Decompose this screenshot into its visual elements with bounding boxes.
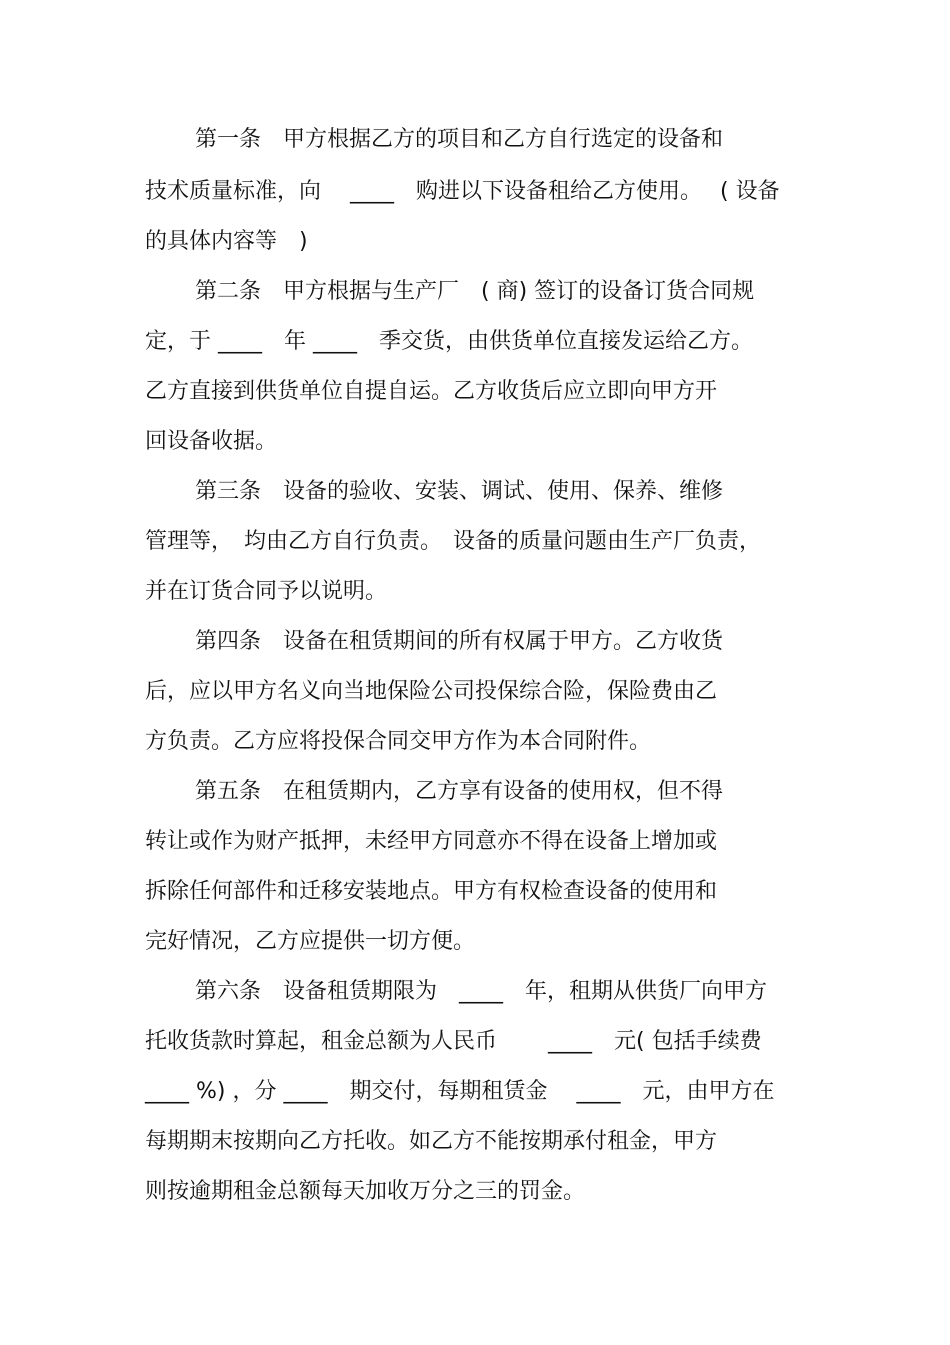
article-4-line-2: 后，应以甲方名义向当地保险公司投保综合险，保险费由乙 [145,679,718,704]
article-5-line-2: 转让或作为财产抵押，未经甲方同意亦不得在设备上增加或 [145,829,718,854]
article-1-line-2: 技术质量标准，向 ____ 购进以下设备租给乙方使用。 ( 设备 [145,179,780,204]
article-6-line-5: 则按逾期租金总额每天加收万分之三的罚金。 [145,1179,586,1204]
article-1-line-1: 第一条 甲方根据乙方的项目和乙方自行选定的设备和 [195,127,724,152]
article-3-line-1: 第三条 设备的验收、安装、调试、使用、保养、维修 [195,479,724,504]
article-2-line-1: 第二条 甲方根据与生产厂 ( 商) 签订的设备订货合同规 [195,279,755,304]
article-2-line-4: 回设备收据。 [145,429,278,454]
article-5-line-1: 第五条 在租赁期内，乙方享有设备的使用权，但不得 [195,779,724,804]
article-6-line-1: 第六条 设备租赁期限为 ____ 年，租期从供货厂向甲方 [195,979,768,1004]
article-2-line-3: 乙方直接到供货单位自提自运。乙方收货后应立即向甲方开 [145,379,718,404]
article-2-line-2: 定，于 ____ 年 ____ 季交货，由供货单位直接发运给乙方。 [145,329,753,354]
article-6-line-2: 托收货款时算起，租金总额为人民币 ____ 元( 包括手续费 [145,1029,762,1054]
article-4-line-3: 方负责。乙方应将投保合同交甲方作为本合同附件。 [145,729,652,754]
article-4-line-1: 第四条 设备在租赁期间的所有权属于甲方。乙方收货 [195,629,724,654]
article-1-line-3: 的具体内容等 ) [145,229,308,254]
article-3-line-2: 管理等， 均由乙方自行负责。 设备的质量问题由生产厂负责， [145,529,762,554]
article-5-line-4: 完好情况，乙方应提供一切方便。 [145,929,476,954]
article-6-line-4: 每期期末按期向乙方托收。如乙方不能按期承付租金，甲方 [145,1129,718,1154]
article-5-line-3: 拆除任何部件和迁移安装地点。甲方有权检查设备的使用和 [145,879,718,904]
article-3-line-3: 并在订货合同予以说明。 [145,579,388,604]
article-6-line-3: ____ %) ，分 ____ 期交付，每期租赁金 ____ 元，由甲方在 [145,1079,775,1104]
